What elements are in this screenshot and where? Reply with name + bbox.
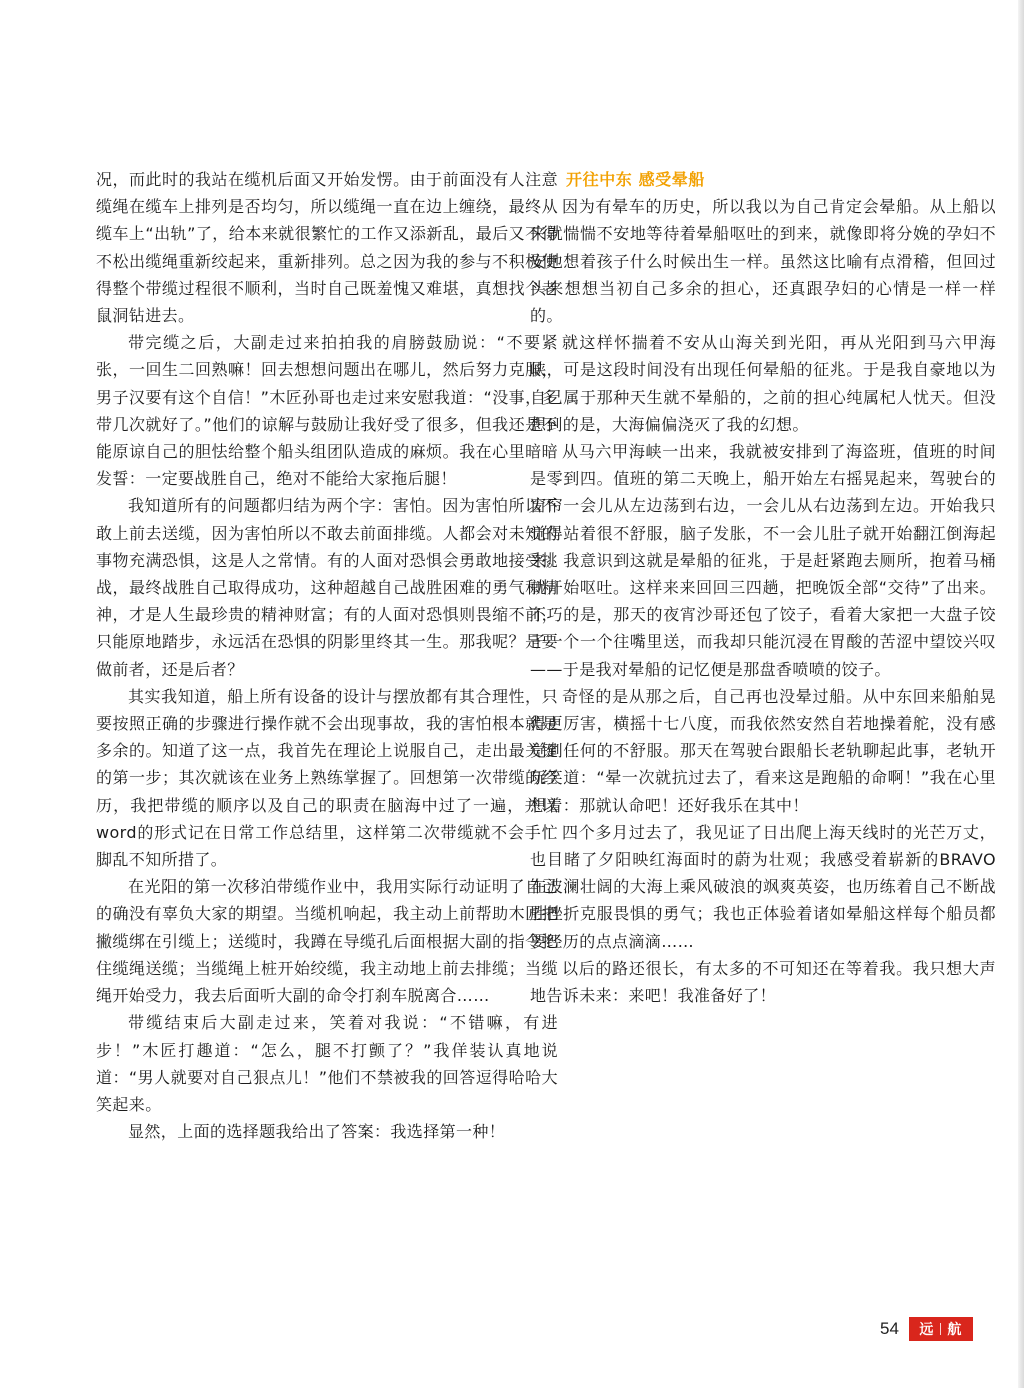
left-text-column	[96, 166, 558, 1145]
paragraph: 带完缆之后，大副走过来拍拍我的肩膀鼓励说：“不要紧张，一回生二回熟嘛！回去想想问题出在哪儿，然后努力克服，男子汉要有这个自信！”木匠孙哥也走过来安慰我道：“没事，多带几次就好了。”他们的谅解与鼓励让我好受了很多，但我还是不能原谅自己的胆怯给整个船头组团队造成的麻烦。我在心里暗暗发誓：一定要战胜自己，绝对不能给大家拖后腿！	[96, 333, 558, 489]
logo-char-left: 远	[919, 1322, 935, 1338]
page-edge-shadow	[1018, 0, 1024, 1388]
page-footer	[880, 1316, 973, 1342]
magazine-logo	[909, 1317, 973, 1341]
paragraph-continued: 况，而此时的我站在缆机后面又开始发愣。由于前面没有人注意缆绳在缆车上排列是否均匀，所以缆绳一直在边上缠绕，最终从缆车上“出轨”了，给本来就很繁忙的工作又添新乱，最后又不得不松出缆绳重新绞起来，重新排列。总之因为我的参与不积极使得整个带缆过程很不顺利，当时自己既羞愧又难堪，真想找个老鼠洞钻进去。	[96, 170, 558, 326]
paragraph: 在光阳的第一次移泊带缆作业中，我用实际行动证明了自己的确没有辜负大家的期望。当缆机响起，我主动上前帮助木匠把撇缆绑在引缆上；送缆时，我蹲在导缆孔后面根据大副的指令把住缆绳送缆；当缆绳上桩开始绞缆，我主动地上前去排缆；当缆绳开始受力，我去后面听大副的命令打刹车脱离合……	[96, 877, 558, 1006]
paragraph: 就这样怀揣着不安从山海关到光阳，再从光阳到马六甲海峡，可是这段时间没有出现任何晕船的征兆。于是我自豪地以为自己属于那种天生就不晕船的，之前的担心纯属杞人忧天。但没想到的是，大海偏偏浇灭了我的幻想。	[530, 333, 996, 434]
logo-char-right: 航	[947, 1322, 963, 1338]
paragraph: 以后的路还很长，有太多的不可知还在等着我。我只想大声地告诉未来：来吧！我准备好了！	[530, 958, 996, 1006]
paragraph: 奇怪的是从那之后，自己再也没晕过船。从中东回来船舶晃得更厉害，横摇十七八度，而我依然安然自若地操着舵，没有感觉到任何的不舒服。那天在驾驶台跟船长老轨聊起此事，老轨开玩笑道：“晕一次就抗过去了，看来这是跑船的命啊！”我在心里想着：那就认命吧！还好我乐在其中！	[530, 686, 996, 815]
section-heading: 开往中东 感受晕船	[566, 170, 705, 189]
page-number: 54	[880, 1319, 899, 1338]
logo-divider	[940, 1323, 941, 1335]
paragraph: 显然，上面的选择题我给出了答案：我选择第一种！	[128, 1122, 506, 1142]
paragraph: 四个多月过去了，我见证了日出爬上海天线时的光芒万丈，也目睹了夕阳映红海面时的蔚为壮观；我感受着崭新的BRAVO在波澜壮阔的大海上乘风破浪的飒爽英姿，也历练着自己不断战胜挫折克服畏惧的勇气；我也正体验着诸如晕船这样每个船员都要经历的点点滴滴……	[530, 822, 996, 951]
paragraph: 从马六甲海峡一出来，我就被安排到了海盗班，值班的时间是零到四。值班的第二天晚上，船开始左右摇晃起来，驾驶台的窗帘一会儿从左边荡到右边，一会儿从右边荡到左边。开始我只觉得站着很不舒服，脑子发胀，不一会儿肚子就开始翻江倒海起来。我意识到这就是晕船的征兆，于是赶紧跑去厕所，抱着马桶就开始呕吐。这样来来回回三四趟，把晚饭全部“交待”了出来。不巧的是，那天的夜宵沙哥还包了饺子，看着大家把一大盘子饺子一个一个往嘴里送，而我却只能沉浸在胃酸的苦涩中望饺兴叹——于是我对晕船的记忆便是那盘香喷喷的饺子。	[530, 442, 996, 679]
paragraph: 因为有晕车的历史，所以我以为自己肯定会晕船。从上船以来就惴惴不安地等待着晕船呕吐的到来，就像即将分娩的孕妇不安地想着孩子什么时候出生一样。虽然这比喻有点滑稽，但回过头来想想当初自己多余的担心，还真跟孕妇的心情是一样一样的。	[530, 197, 996, 326]
right-text-column	[530, 166, 996, 1009]
paragraph: 其实我知道，船上所有设备的设计与摆放都有其合理性，只要按照正确的步骤进行操作就不会出现事故，我的害怕根本就是多余的。知道了这一点，我首先在理论上说服自己，走出最关键的第一步；其次就该在业务上熟练掌握了。回想第一次带缆的经历，我把带缆的顺序以及自己的职责在脑海中过了一遍，并以word的形式记在日常工作总结里，这样第二次带缆就不会手忙脚乱不知所措了。	[96, 686, 558, 870]
paragraph: 带缆结束后大副走过来，笑着对我说：“不错嘛，有进步！”木匠打趣道：“怎么，腿不打颤了？”我佯装认真地说道：“男人就要对自己狠点儿！”他们不禁被我的回答逗得哈哈大笑起来。	[96, 1013, 558, 1114]
paragraph: 我知道所有的问题都归结为两个字：害怕。因为害怕所以不敢上前去送缆，因为害怕所以不敢去前面排缆。人都会对未知的事物充满恐惧，这是人之常情。有的人面对恐惧会勇敢地接受挑战，最终战胜自己取得成功，这种超越自己战胜困难的勇气和精神，才是人生最珍贵的精神财富；有的人面对恐惧则畏缩不前，只能原地踏步，永远活在恐惧的阴影里终其一生。那我呢？是要做前者，还是后者？	[96, 496, 558, 679]
